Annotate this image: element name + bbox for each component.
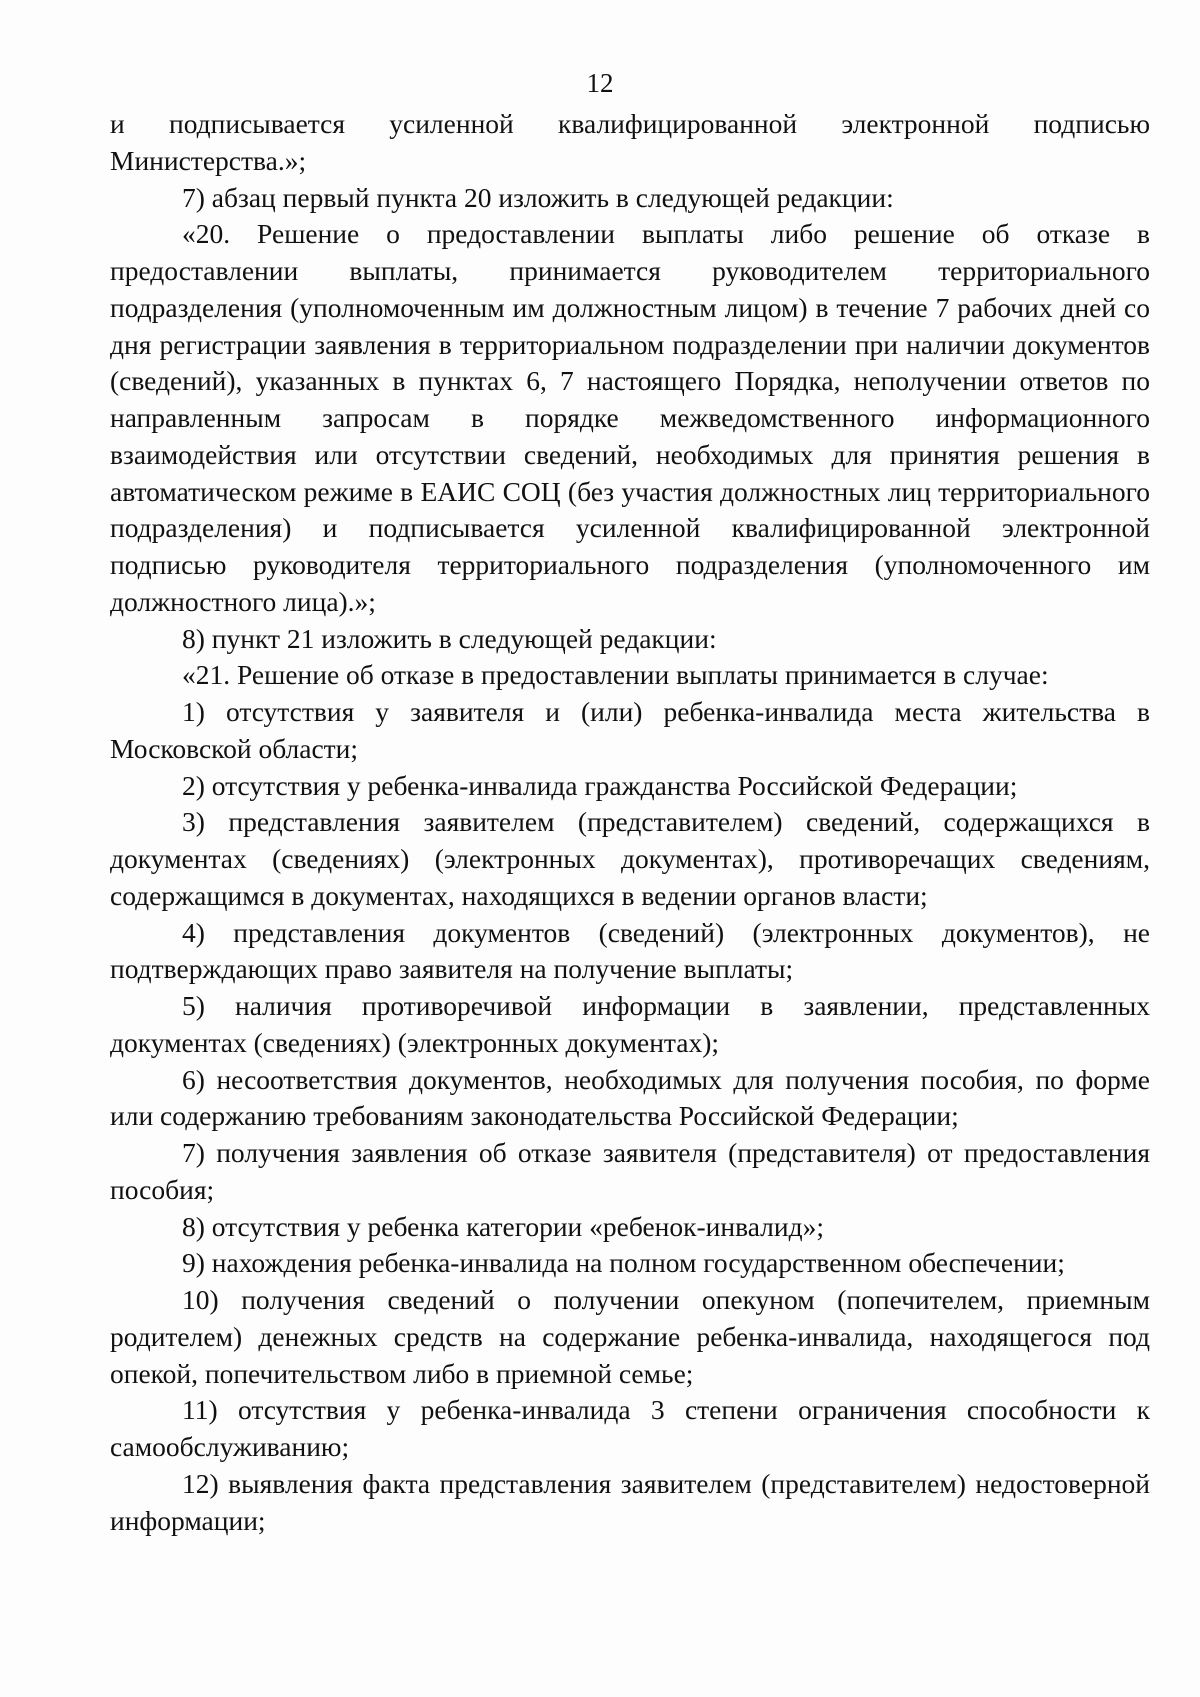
list-item-10: 10) получения сведений о получении опекуном (попечителем, приемным родителем) денежных средств на содержание ребенка-инвалида, находящегося под опекой, попечительством либо в приемной семье; [110,1284,1150,1389]
list-item-8: 8) отсутствия у ребенка категории «ребенок-инвалид»; [182,1210,824,1242]
paragraph-amendment-7: 7) абзац первый пункта 20 изложить в следующей редакции: [182,181,894,213]
list-item-3: 3) представления заявителем (представителем) сведений, содержащихся в документах (сведениях) (электронных документах), противоречащих сведениям, содержащимся в документах, находящихся в ведении органов власти; [110,806,1150,911]
page-number: 12 [586,68,614,98]
list-item-6: 6) несоответствия документов, необходимых для получения пособия, по форме или содержанию требованиям законодательства Российской Федерации; [110,1063,1150,1132]
list-item-1: 1) отсутствия у заявителя и (или) ребенка-инвалида места жительства в Московской области; [110,696,1150,764]
paragraph-clause-20: «20. Решение о предоставлении выплаты либо решение об отказе в предоставлении выплаты, принимается руководителем территориального подразделения (уполномоченным им должностным лицом) в течение 7 рабочих дней со дня регистрации заявления в территориальном подразделении при наличии документов (сведений), указанных в пунктах 6, 7 настоящего Порядка, неполучении ответов по направленным запросам в порядке межведомственного информационного взаимодействия или отсутствии сведений, необходимых для принятия решения в автоматическом режиме в ЕАИС СОЦ (без участия должностных лиц территориального подразделения) и подписывается усиленной квалифицированной электронной подписью руководителя территориального подразделения (уполномоченного им должностного лица).»; [110,218,1150,617]
list-item-12: 12) выявления факта представления заявителем (представителем) недостоверной информации; [110,1467,1150,1536]
list-item-5: 5) наличия противоречивой информации в заявлении, представленных документах (сведениях) (электронных документах); [110,990,1150,1058]
list-item-4: 4) представления документов (сведений) (электронных документов), не подтверждающих право заявителя на получение выплаты; [110,916,1150,985]
list-item-11: 11) отсутствия у ребенка-инвалида 3 степени ограничения способности к самообслуживанию; [110,1394,1150,1462]
paragraph-amendment-8: 8) пункт 21 изложить в следующей редакции: [182,622,717,654]
paragraph-clause-21: «21. Решение об отказе в предоставлении выплаты принимается в случае: [182,659,1049,691]
list-item-7: 7) получения заявления об отказе заявителя (представителя) от предоставления пособия; [110,1137,1150,1205]
list-item-9: 9) нахождения ребенка-инвалида на полном государственном обеспечении; [182,1247,1065,1279]
document-body [110,106,1150,1539]
paragraph-continuation: и подписывается усиленной квалифицированной электронной подписью Министерства.»; [110,108,1150,176]
list-item-2: 2) отсутствия у ребенка-инвалида гражданства Российской Федерации; [182,769,1018,801]
